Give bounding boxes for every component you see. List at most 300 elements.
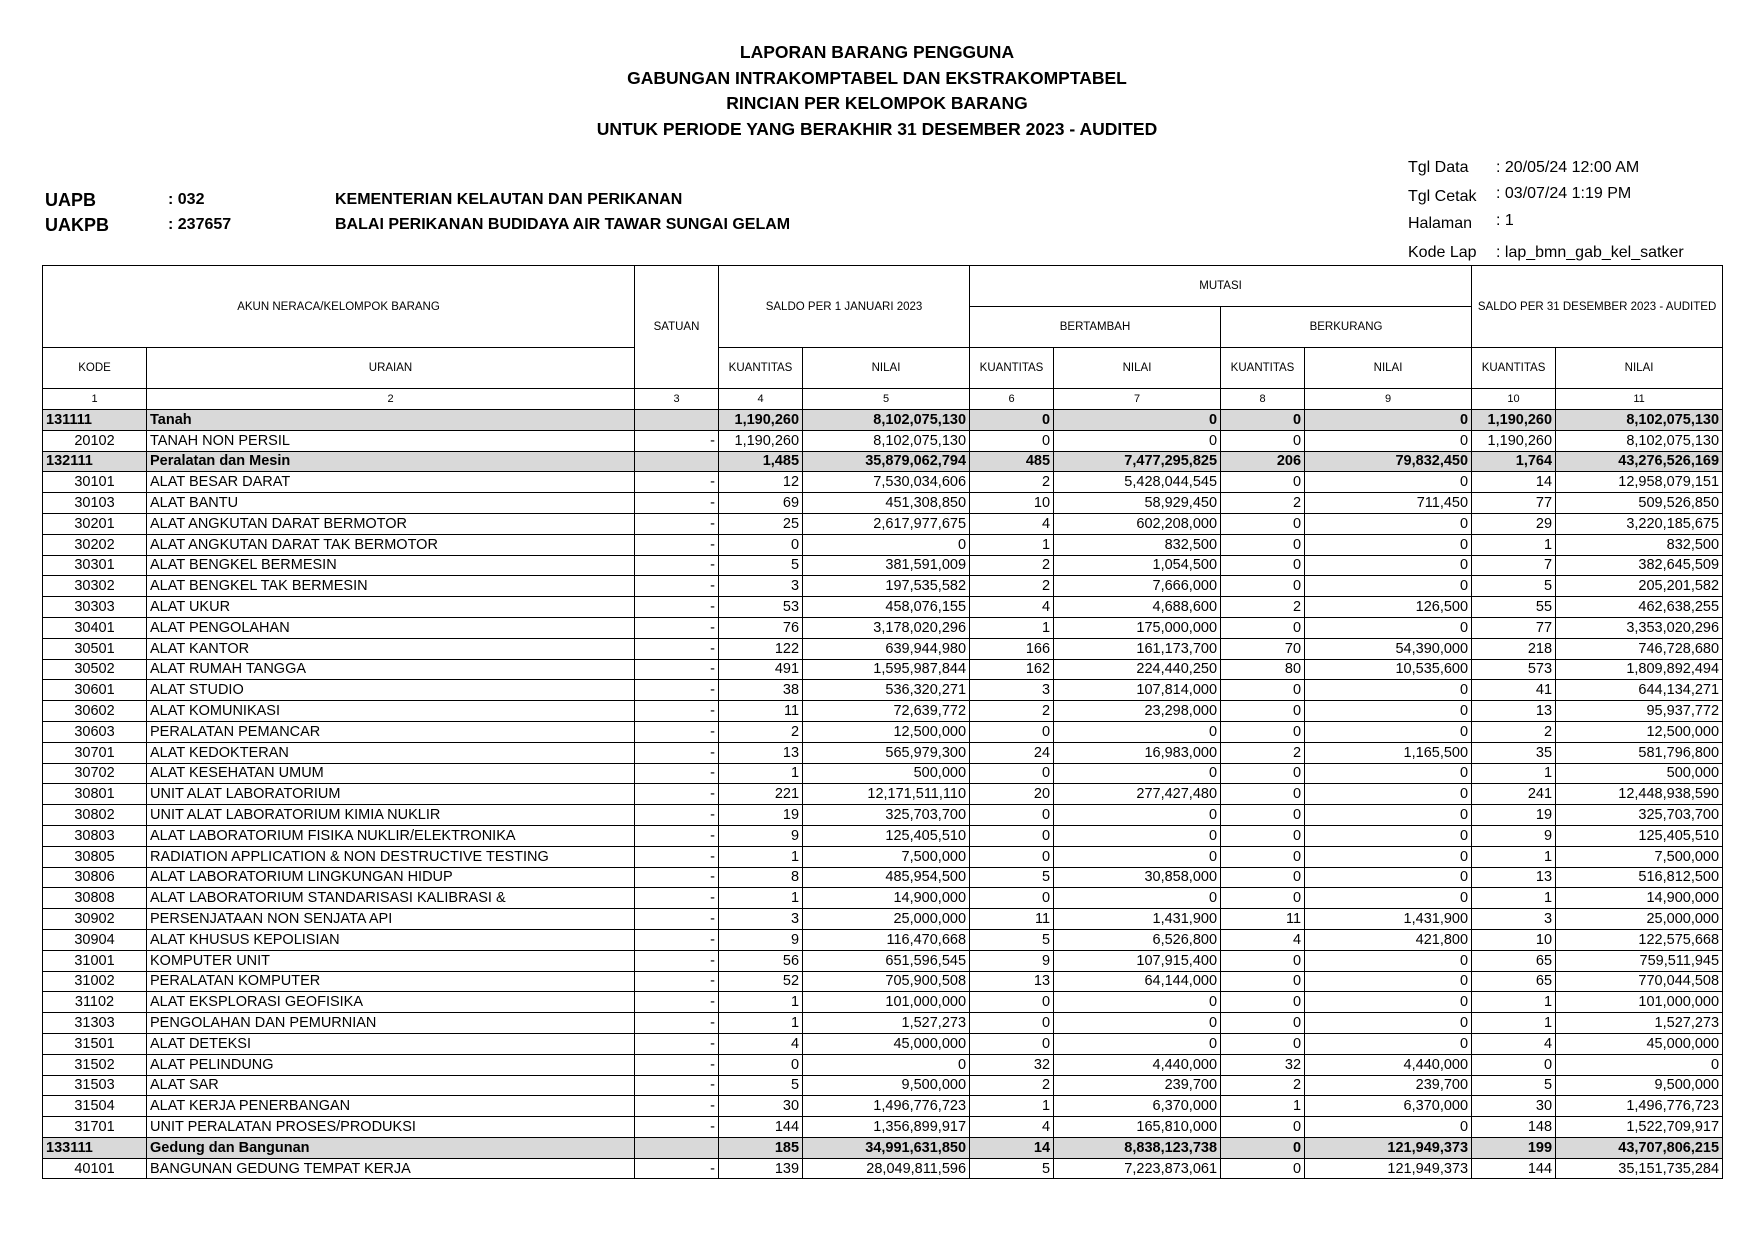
cell-nilai-akhir: 205,201,582	[1556, 576, 1723, 597]
cell-uraian: UNIT PERALATAN PROSES/PRODUKSI	[147, 1117, 635, 1138]
cell-nilai-bertambah: 1,431,900	[1054, 909, 1221, 930]
cell-nilai-bertambah: 0	[1054, 888, 1221, 909]
cell-nilai-berkurang: 421,800	[1305, 929, 1472, 950]
cell-kuantitas-bertambah: 2	[970, 1075, 1054, 1096]
cell-nilai-awal: 72,639,772	[803, 701, 970, 722]
cell-kode: 30601	[43, 680, 147, 701]
cell-kuantitas-bertambah: 485	[970, 451, 1054, 472]
cell-kuantitas-berkurang: 0	[1221, 617, 1305, 638]
cell-kuantitas-bertambah: 14	[970, 1137, 1054, 1158]
cell-kuantitas-akhir: 1	[1472, 888, 1556, 909]
cell-kode: 30904	[43, 929, 147, 950]
cell-kuantitas-awal: 25	[719, 513, 803, 534]
cell-kuantitas-bertambah: 0	[970, 430, 1054, 451]
cell-uraian: ALAT BANTU	[147, 493, 635, 514]
cell-satuan: -	[635, 638, 719, 659]
cell-nilai-berkurang: 0	[1305, 971, 1472, 992]
cell-kuantitas-bertambah: 11	[970, 909, 1054, 930]
cell-satuan: -	[635, 971, 719, 992]
cell-uraian: PERALATAN KOMPUTER	[147, 971, 635, 992]
cell-nilai-awal: 381,591,009	[803, 555, 970, 576]
table-row	[43, 721, 1723, 742]
cell-nilai-akhir: 746,728,680	[1556, 638, 1723, 659]
cell-kuantitas-akhir: 13	[1472, 701, 1556, 722]
cell-nilai-bertambah: 277,427,480	[1054, 784, 1221, 805]
cell-nilai-akhir: 35,151,735,284	[1556, 1158, 1723, 1179]
cell-nilai-bertambah: 23,298,000	[1054, 701, 1221, 722]
cell-satuan: -	[635, 1075, 719, 1096]
cell-nilai-berkurang: 0	[1305, 888, 1472, 909]
cell-nilai-awal: 2,617,977,675	[803, 513, 970, 534]
cell-uraian: ALAT STUDIO	[147, 680, 635, 701]
cell-satuan: -	[635, 597, 719, 618]
cell-kuantitas-awal: 69	[719, 493, 803, 514]
uakpb-label: UAKPB	[45, 215, 110, 235]
cell-nilai-akhir: 0	[1556, 1054, 1723, 1075]
column-number: 8	[1221, 389, 1305, 410]
cell-nilai-akhir: 9,500,000	[1556, 1075, 1723, 1096]
cell-nilai-awal: 7,530,034,606	[803, 472, 970, 493]
cell-nilai-bertambah: 0	[1054, 846, 1221, 867]
table-header	[43, 266, 1723, 410]
cell-kode: 30902	[43, 909, 147, 930]
cell-nilai-bertambah: 0	[1054, 410, 1221, 431]
report-subtitle: GABUNGAN INTRAKOMPTABEL DAN EKSTRAKOMPTABEL	[627, 67, 1127, 88]
cell-kuantitas-awal: 13	[719, 742, 803, 763]
cell-kuantitas-bertambah: 0	[970, 888, 1054, 909]
cell-kuantitas-awal: 11	[719, 701, 803, 722]
cell-satuan: -	[635, 888, 719, 909]
cell-nilai-akhir: 43,707,806,215	[1556, 1137, 1723, 1158]
cell-kuantitas-awal: 5	[719, 1075, 803, 1096]
cell-kuantitas-berkurang: 0	[1221, 846, 1305, 867]
cell-kode: 30701	[43, 742, 147, 763]
cell-kuantitas-awal: 1,485	[719, 451, 803, 472]
table-row	[43, 825, 1723, 846]
cell-kuantitas-awal: 1	[719, 888, 803, 909]
cell-kuantitas-bertambah: 1	[970, 617, 1054, 638]
header-kuantitas: KUANTITAS	[1221, 348, 1305, 389]
cell-nilai-bertambah: 0	[1054, 763, 1221, 784]
cell-satuan: -	[635, 1117, 719, 1138]
cell-nilai-akhir: 581,796,800	[1556, 742, 1723, 763]
cell-nilai-berkurang: 126,500	[1305, 597, 1472, 618]
cell-nilai-akhir: 25,000,000	[1556, 909, 1723, 930]
header-bertambah: BERTAMBAH	[970, 307, 1221, 348]
cell-kuantitas-bertambah: 5	[970, 867, 1054, 888]
cell-nilai-bertambah: 165,810,000	[1054, 1117, 1221, 1138]
header-kuantitas: KUANTITAS	[719, 348, 803, 389]
table-row	[43, 1013, 1723, 1034]
cell-kode: 30502	[43, 659, 147, 680]
cell-uraian: ALAT BENGKEL BERMESIN	[147, 555, 635, 576]
cell-kuantitas-bertambah: 32	[970, 1054, 1054, 1075]
cell-kuantitas-berkurang: 0	[1221, 825, 1305, 846]
header-akun: AKUN NERACA/KELOMPOK BARANG	[43, 266, 635, 348]
cell-nilai-akhir: 45,000,000	[1556, 1033, 1723, 1054]
cell-nilai-berkurang: 121,949,373	[1305, 1158, 1472, 1179]
cell-nilai-bertambah: 0	[1054, 1013, 1221, 1034]
cell-kuantitas-berkurang: 1	[1221, 1096, 1305, 1117]
cell-kuantitas-awal: 0	[719, 1054, 803, 1075]
cell-kuantitas-awal: 1,190,260	[719, 430, 803, 451]
cell-kuantitas-awal: 30	[719, 1096, 803, 1117]
cell-kode: 31102	[43, 992, 147, 1013]
cell-nilai-berkurang: 79,832,450	[1305, 451, 1472, 472]
cell-kuantitas-berkurang: 32	[1221, 1054, 1305, 1075]
cell-kuantitas-bertambah: 0	[970, 1013, 1054, 1034]
cell-kuantitas-awal: 12	[719, 472, 803, 493]
cell-nilai-akhir: 382,645,509	[1556, 555, 1723, 576]
cell-kode: 30302	[43, 576, 147, 597]
cell-nilai-bertambah: 30,858,000	[1054, 867, 1221, 888]
cell-kuantitas-akhir: 1	[1472, 1013, 1556, 1034]
table-row	[43, 576, 1723, 597]
cell-nilai-berkurang: 0	[1305, 410, 1472, 431]
cell-kuantitas-bertambah: 166	[970, 638, 1054, 659]
table-row	[43, 784, 1723, 805]
cell-nilai-bertambah: 832,500	[1054, 534, 1221, 555]
cell-uraian: Tanah	[147, 410, 635, 431]
cell-kuantitas-akhir: 9	[1472, 825, 1556, 846]
cell-satuan: -	[635, 534, 719, 555]
cell-uraian: UNIT ALAT LABORATORIUM	[147, 784, 635, 805]
cell-uraian: ALAT KHUSUS KEPOLISIAN	[147, 929, 635, 950]
cell-satuan	[635, 410, 719, 431]
cell-kuantitas-akhir: 55	[1472, 597, 1556, 618]
cell-kuantitas-akhir: 30	[1472, 1096, 1556, 1117]
cell-nilai-awal: 45,000,000	[803, 1033, 970, 1054]
meta-label: Halaman	[1408, 215, 1473, 232]
table-row	[43, 513, 1723, 534]
cell-kode: 30303	[43, 597, 147, 618]
cell-satuan: -	[635, 1096, 719, 1117]
table-row	[43, 1054, 1723, 1075]
cell-nilai-berkurang: 1,165,500	[1305, 742, 1472, 763]
cell-nilai-berkurang: 0	[1305, 805, 1472, 826]
cell-kuantitas-awal: 144	[719, 1117, 803, 1138]
cell-nilai-berkurang: 0	[1305, 992, 1472, 1013]
cell-kuantitas-akhir: 4	[1472, 1033, 1556, 1054]
cell-kuantitas-bertambah: 5	[970, 1158, 1054, 1179]
table-row	[43, 701, 1723, 722]
cell-nilai-awal: 9,500,000	[803, 1075, 970, 1096]
cell-satuan: -	[635, 763, 719, 784]
cell-uraian: KOMPUTER UNIT	[147, 950, 635, 971]
cell-satuan: -	[635, 1013, 719, 1034]
cell-satuan: -	[635, 680, 719, 701]
cell-nilai-akhir: 516,812,500	[1556, 867, 1723, 888]
cell-kuantitas-akhir: 241	[1472, 784, 1556, 805]
cell-kode: 30401	[43, 617, 147, 638]
cell-nilai-awal: 25,000,000	[803, 909, 970, 930]
cell-kode: 40101	[43, 1158, 147, 1179]
cell-uraian: ALAT ANGKUTAN DARAT TAK BERMOTOR	[147, 534, 635, 555]
cell-nilai-awal: 12,500,000	[803, 721, 970, 742]
cell-uraian: PENGOLAHAN DAN PEMURNIAN	[147, 1013, 635, 1034]
cell-kode: 30803	[43, 825, 147, 846]
cell-nilai-berkurang: 0	[1305, 617, 1472, 638]
group-row	[43, 410, 1723, 431]
group-row	[43, 1137, 1723, 1158]
cell-kuantitas-awal: 221	[719, 784, 803, 805]
cell-nilai-akhir: 3,353,020,296	[1556, 617, 1723, 638]
cell-nilai-awal: 639,944,980	[803, 638, 970, 659]
cell-satuan: -	[635, 846, 719, 867]
cell-kuantitas-bertambah: 13	[970, 971, 1054, 992]
cell-uraian: ALAT KOMUNIKASI	[147, 701, 635, 722]
cell-kuantitas-berkurang: 80	[1221, 659, 1305, 680]
cell-nilai-berkurang: 0	[1305, 763, 1472, 784]
cell-kuantitas-bertambah: 162	[970, 659, 1054, 680]
uapb-name: KEMENTERIAN KELAUTAN DAN PERIKANAN	[335, 191, 683, 208]
cell-kuantitas-akhir: 1	[1472, 846, 1556, 867]
cell-kuantitas-awal: 56	[719, 950, 803, 971]
cell-nilai-akhir: 500,000	[1556, 763, 1723, 784]
cell-kuantitas-akhir: 0	[1472, 1054, 1556, 1075]
table-row	[43, 1075, 1723, 1096]
cell-kuantitas-akhir: 41	[1472, 680, 1556, 701]
cell-kuantitas-akhir: 13	[1472, 867, 1556, 888]
cell-nilai-bertambah: 0	[1054, 825, 1221, 846]
cell-kuantitas-akhir: 5	[1472, 576, 1556, 597]
uapb-label: UAPB	[45, 190, 97, 210]
cell-nilai-awal: 705,900,508	[803, 971, 970, 992]
column-number: 10	[1472, 389, 1556, 410]
cell-kuantitas-berkurang: 0	[1221, 1117, 1305, 1138]
cell-kuantitas-bertambah: 4	[970, 1117, 1054, 1138]
cell-nilai-bertambah: 107,915,400	[1054, 950, 1221, 971]
cell-kuantitas-berkurang: 0	[1221, 1158, 1305, 1179]
cell-uraian: ALAT LABORATORIUM LINGKUNGAN HIDUP	[147, 867, 635, 888]
cell-nilai-berkurang: 0	[1305, 867, 1472, 888]
cell-kode: 31002	[43, 971, 147, 992]
cell-kuantitas-bertambah: 2	[970, 472, 1054, 493]
cell-kuantitas-awal: 1	[719, 846, 803, 867]
cell-nilai-bertambah: 107,814,000	[1054, 680, 1221, 701]
cell-uraian: ALAT PENGOLAHAN	[147, 617, 635, 638]
cell-kode: 132111	[43, 451, 147, 472]
cell-nilai-awal: 458,076,155	[803, 597, 970, 618]
column-number: 4	[719, 389, 803, 410]
table-row	[43, 909, 1723, 930]
table-row	[43, 493, 1723, 514]
cell-nilai-akhir: 8,102,075,130	[1556, 430, 1723, 451]
cell-uraian: ALAT KEDOKTERAN	[147, 742, 635, 763]
table-row	[43, 430, 1723, 451]
report-title-block	[0, 40, 1754, 142]
cell-nilai-akhir: 770,044,508	[1556, 971, 1723, 992]
cell-kode: 131111	[43, 410, 147, 431]
cell-kuantitas-awal: 52	[719, 971, 803, 992]
cell-kuantitas-berkurang: 11	[1221, 909, 1305, 930]
cell-nilai-bertambah: 8,838,123,738	[1054, 1137, 1221, 1158]
cell-kuantitas-berkurang: 0	[1221, 680, 1305, 701]
cell-uraian: ALAT BENGKEL TAK BERMESIN	[147, 576, 635, 597]
cell-kuantitas-akhir: 29	[1472, 513, 1556, 534]
cell-nilai-bertambah: 4,688,600	[1054, 597, 1221, 618]
cell-nilai-akhir: 325,703,700	[1556, 805, 1723, 826]
cell-nilai-berkurang: 121,949,373	[1305, 1137, 1472, 1158]
cell-nilai-berkurang: 0	[1305, 430, 1472, 451]
cell-nilai-akhir: 1,809,892,494	[1556, 659, 1723, 680]
cell-kode: 31701	[43, 1117, 147, 1138]
cell-kuantitas-bertambah: 4	[970, 597, 1054, 618]
cell-kuantitas-awal: 9	[719, 825, 803, 846]
cell-kode: 31502	[43, 1054, 147, 1075]
cell-satuan: -	[635, 1054, 719, 1075]
cell-kode: 30702	[43, 763, 147, 784]
cell-kuantitas-akhir: 19	[1472, 805, 1556, 826]
cell-kuantitas-akhir: 65	[1472, 950, 1556, 971]
cell-satuan: -	[635, 929, 719, 950]
cell-nilai-berkurang: 0	[1305, 555, 1472, 576]
cell-kuantitas-berkurang: 0	[1221, 867, 1305, 888]
cell-kode: 31501	[43, 1033, 147, 1054]
table-row	[43, 742, 1723, 763]
cell-kuantitas-awal: 9	[719, 929, 803, 950]
table-row	[43, 950, 1723, 971]
table-row	[43, 617, 1723, 638]
cell-kode: 30103	[43, 493, 147, 514]
cell-nilai-bertambah: 7,477,295,825	[1054, 451, 1221, 472]
cell-kuantitas-awal: 0	[719, 534, 803, 555]
cell-kuantitas-bertambah: 1	[970, 534, 1054, 555]
cell-uraian: ALAT KANTOR	[147, 638, 635, 659]
cell-kuantitas-awal: 8	[719, 867, 803, 888]
table-row	[43, 763, 1723, 784]
group-row	[43, 451, 1723, 472]
column-number: 7	[1054, 389, 1221, 410]
cell-satuan: -	[635, 805, 719, 826]
header-berkurang: BERKURANG	[1221, 307, 1472, 348]
cell-kuantitas-awal: 491	[719, 659, 803, 680]
cell-kuantitas-bertambah: 0	[970, 763, 1054, 784]
cell-nilai-bertambah: 1,054,500	[1054, 555, 1221, 576]
cell-uraian: PERALATAN PEMANCAR	[147, 721, 635, 742]
cell-satuan	[635, 451, 719, 472]
table-row	[43, 992, 1723, 1013]
table-row	[43, 805, 1723, 826]
table-row	[43, 1033, 1723, 1054]
cell-kuantitas-berkurang: 0	[1221, 1033, 1305, 1054]
cell-satuan: -	[635, 472, 719, 493]
table-row	[43, 472, 1723, 493]
table-row	[43, 867, 1723, 888]
cell-nilai-bertambah: 0	[1054, 430, 1221, 451]
table-row	[43, 929, 1723, 950]
cell-nilai-awal: 125,405,510	[803, 825, 970, 846]
cell-kuantitas-akhir: 7	[1472, 555, 1556, 576]
cell-nilai-berkurang: 0	[1305, 846, 1472, 867]
header-nilai: NILAI	[1556, 348, 1723, 389]
table-row	[43, 680, 1723, 701]
cell-kuantitas-bertambah: 24	[970, 742, 1054, 763]
cell-nilai-bertambah: 161,173,700	[1054, 638, 1221, 659]
cell-kuantitas-akhir: 2	[1472, 721, 1556, 742]
header-nilai: NILAI	[803, 348, 970, 389]
header-kode: KODE	[43, 348, 147, 389]
cell-kode: 30602	[43, 701, 147, 722]
cell-nilai-akhir: 1,527,273	[1556, 1013, 1723, 1034]
table-row	[43, 534, 1723, 555]
cell-kuantitas-awal: 1,190,260	[719, 410, 803, 431]
cell-nilai-akhir: 125,405,510	[1556, 825, 1723, 846]
cell-nilai-akhir: 759,511,945	[1556, 950, 1723, 971]
cell-kuantitas-berkurang: 0	[1221, 1013, 1305, 1034]
cell-nilai-akhir: 1,496,776,723	[1556, 1096, 1723, 1117]
cell-nilai-akhir: 12,958,079,151	[1556, 472, 1723, 493]
cell-kode: 30805	[43, 846, 147, 867]
cell-kuantitas-awal: 38	[719, 680, 803, 701]
table-row	[43, 555, 1723, 576]
cell-kuantitas-bertambah: 5	[970, 929, 1054, 950]
cell-kuantitas-berkurang: 0	[1221, 784, 1305, 805]
cell-uraian: RADIATION APPLICATION & NON DESTRUCTIVE TESTING	[147, 846, 635, 867]
cell-nilai-awal: 1,527,273	[803, 1013, 970, 1034]
cell-nilai-awal: 3,178,020,296	[803, 617, 970, 638]
cell-kuantitas-awal: 139	[719, 1158, 803, 1179]
report-table	[42, 265, 1723, 1179]
cell-nilai-berkurang: 0	[1305, 472, 1472, 493]
cell-satuan: -	[635, 992, 719, 1013]
cell-nilai-berkurang: 6,370,000	[1305, 1096, 1472, 1117]
cell-nilai-berkurang: 0	[1305, 950, 1472, 971]
cell-kuantitas-bertambah: 0	[970, 992, 1054, 1013]
cell-nilai-akhir: 43,276,526,169	[1556, 451, 1723, 472]
cell-nilai-akhir: 12,448,938,590	[1556, 784, 1723, 805]
cell-nilai-awal: 1,595,987,844	[803, 659, 970, 680]
uakpb-name: BALAI PERIKANAN BUDIDAYA AIR TAWAR SUNGAI GELAM	[335, 216, 791, 233]
cell-kuantitas-bertambah: 20	[970, 784, 1054, 805]
cell-nilai-akhir: 832,500	[1556, 534, 1723, 555]
cell-kuantitas-akhir: 3	[1472, 909, 1556, 930]
header-saldo-awal: SALDO PER 1 JANUARI 2023	[719, 266, 970, 348]
cell-nilai-awal: 325,703,700	[803, 805, 970, 826]
cell-kuantitas-akhir: 35	[1472, 742, 1556, 763]
header-kuantitas: KUANTITAS	[1472, 348, 1556, 389]
cell-kuantitas-awal: 1	[719, 992, 803, 1013]
cell-nilai-akhir: 101,000,000	[1556, 992, 1723, 1013]
cell-nilai-awal: 8,102,075,130	[803, 410, 970, 431]
cell-kuantitas-bertambah: 3	[970, 680, 1054, 701]
table-row	[43, 659, 1723, 680]
cell-nilai-akhir: 509,526,850	[1556, 493, 1723, 514]
cell-nilai-akhir: 1,522,709,917	[1556, 1117, 1723, 1138]
cell-nilai-bertambah: 0	[1054, 1033, 1221, 1054]
cell-uraian: ALAT SAR	[147, 1075, 635, 1096]
cell-kuantitas-awal: 4	[719, 1033, 803, 1054]
cell-kode: 30603	[43, 721, 147, 742]
cell-kuantitas-berkurang: 0	[1221, 576, 1305, 597]
cell-nilai-berkurang: 0	[1305, 576, 1472, 597]
cell-kuantitas-akhir: 1,190,260	[1472, 430, 1556, 451]
cell-kuantitas-berkurang: 0	[1221, 721, 1305, 742]
meta-value: : 1	[1496, 212, 1514, 229]
meta-value: : 03/07/24 1:19 PM	[1496, 185, 1632, 202]
cell-kode: 30808	[43, 888, 147, 909]
cell-kuantitas-berkurang: 2	[1221, 493, 1305, 514]
header-nilai: NILAI	[1054, 348, 1221, 389]
column-number: 5	[803, 389, 970, 410]
cell-nilai-akhir: 462,638,255	[1556, 597, 1723, 618]
cell-kuantitas-bertambah: 0	[970, 825, 1054, 846]
cell-kuantitas-awal: 185	[719, 1137, 803, 1158]
cell-satuan: -	[635, 493, 719, 514]
cell-satuan: -	[635, 513, 719, 534]
cell-nilai-awal: 1,496,776,723	[803, 1096, 970, 1117]
cell-kuantitas-akhir: 144	[1472, 1158, 1556, 1179]
